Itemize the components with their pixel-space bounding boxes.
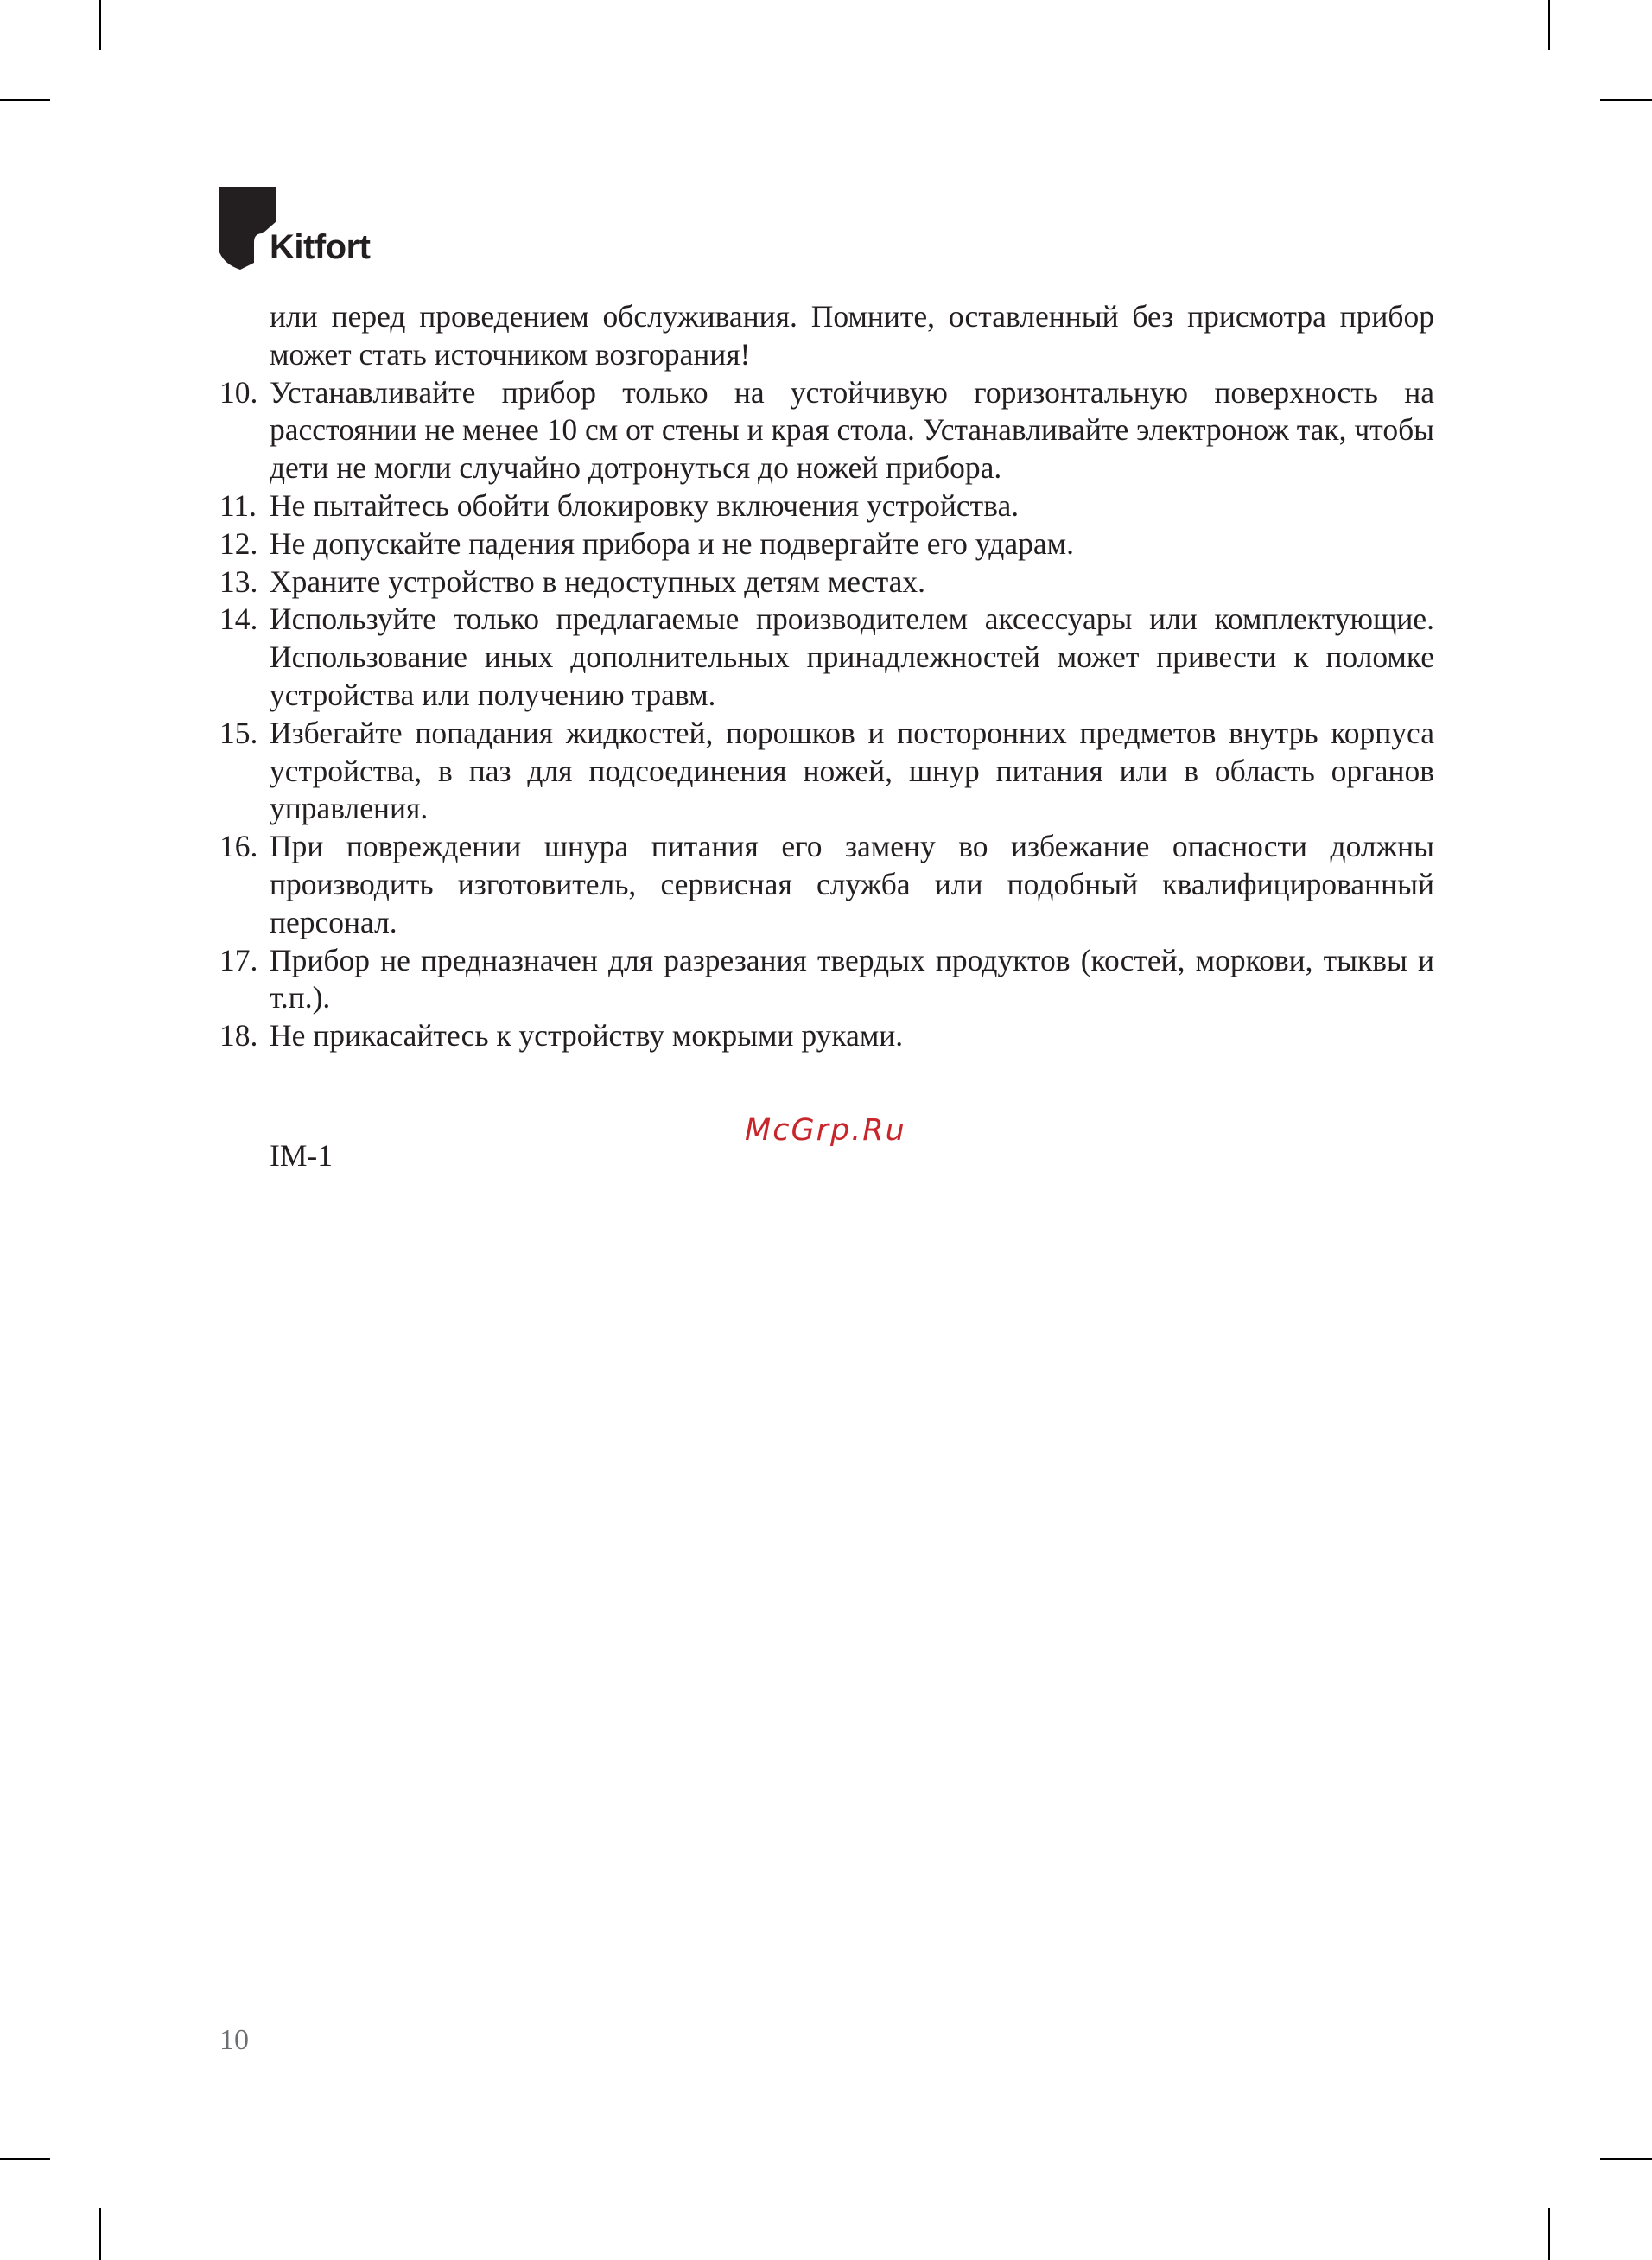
brand-name: Kitfort	[270, 228, 371, 266]
item-number: 15.	[219, 715, 258, 750]
list-item	[219, 563, 1434, 602]
item-text: Прибор не предназначен для разрезания твердых продуктов (костей, моркови, тыквы и т.п.).	[270, 942, 1434, 1015]
item-number: 12.	[219, 525, 258, 561]
item-text: Не прикасайтесь к устройству мокрыми руками.	[270, 1018, 904, 1054]
item-text: или перед проведением обслуживания. Помните, оставленный без присмотра прибор может стать источником возгорания!	[270, 299, 1434, 372]
item-number: 14.	[219, 602, 258, 637]
item-text: Избегайте попадания жидкостей, порошков и посторонних предметов внутрь корпуса устройства, в паз для подсоединения ножей, шнур питания или в область органов управления.	[270, 715, 1434, 826]
crop-mark	[99, 0, 101, 50]
item-number: 17.	[219, 942, 258, 977]
crop-mark	[1600, 99, 1652, 101]
list-item	[219, 942, 1434, 1018]
crop-mark	[99, 2208, 101, 2260]
item-number: 16.	[219, 829, 258, 864]
safety-instructions	[219, 298, 1434, 1055]
document-code: IM-1	[270, 1138, 333, 1173]
item-number: 10.	[219, 374, 258, 410]
list-item	[219, 487, 1434, 525]
item-text: Храните устройство в недоступных детям местах.	[270, 563, 926, 599]
list-item	[219, 1017, 1434, 1055]
crop-mark	[0, 99, 50, 101]
item-text: При повреждении шнура питания его замену во избежание опасности должны производить изготовитель, сервисная служба или подобный квалифицированный персонал.	[270, 829, 1434, 939]
list-item	[219, 601, 1434, 714]
item-number: 18.	[219, 1018, 258, 1054]
list-item	[219, 828, 1434, 941]
page-number: 10	[219, 2024, 249, 2056]
item-text: Не пытайтесь обойти блокировку включения устройства.	[270, 487, 1020, 523]
crop-mark	[1548, 0, 1550, 50]
item-number: 13.	[219, 563, 258, 599]
list-item	[219, 715, 1434, 828]
list-item	[219, 374, 1434, 487]
watermark: McGrp.Ru	[745, 1113, 906, 1148]
list-item-continuation	[219, 298, 1434, 374]
brand-logo	[219, 187, 392, 270]
crop-mark	[1600, 2158, 1652, 2160]
item-number: 11.	[219, 487, 257, 523]
list-item	[219, 525, 1434, 563]
crop-mark	[0, 2158, 50, 2160]
item-text: Используйте только предлагаемые производителем аксессуары или комплектующие. Использование иных дополнительных принадлежностей может привести к поломке устройства или получению травм.	[270, 602, 1434, 712]
item-text: Устанавливайте прибор только на устойчивую горизонтальную поверхность на расстоянии не менее 10 см от стены и края стола. Устанавливайте электронож так, чтобы дети не могли случайно дотронуться до ножей прибора.	[270, 374, 1434, 486]
item-text: Не допускайте падения прибора и не подвергайте его ударам.	[270, 525, 1074, 561]
crop-mark	[1548, 2208, 1550, 2260]
